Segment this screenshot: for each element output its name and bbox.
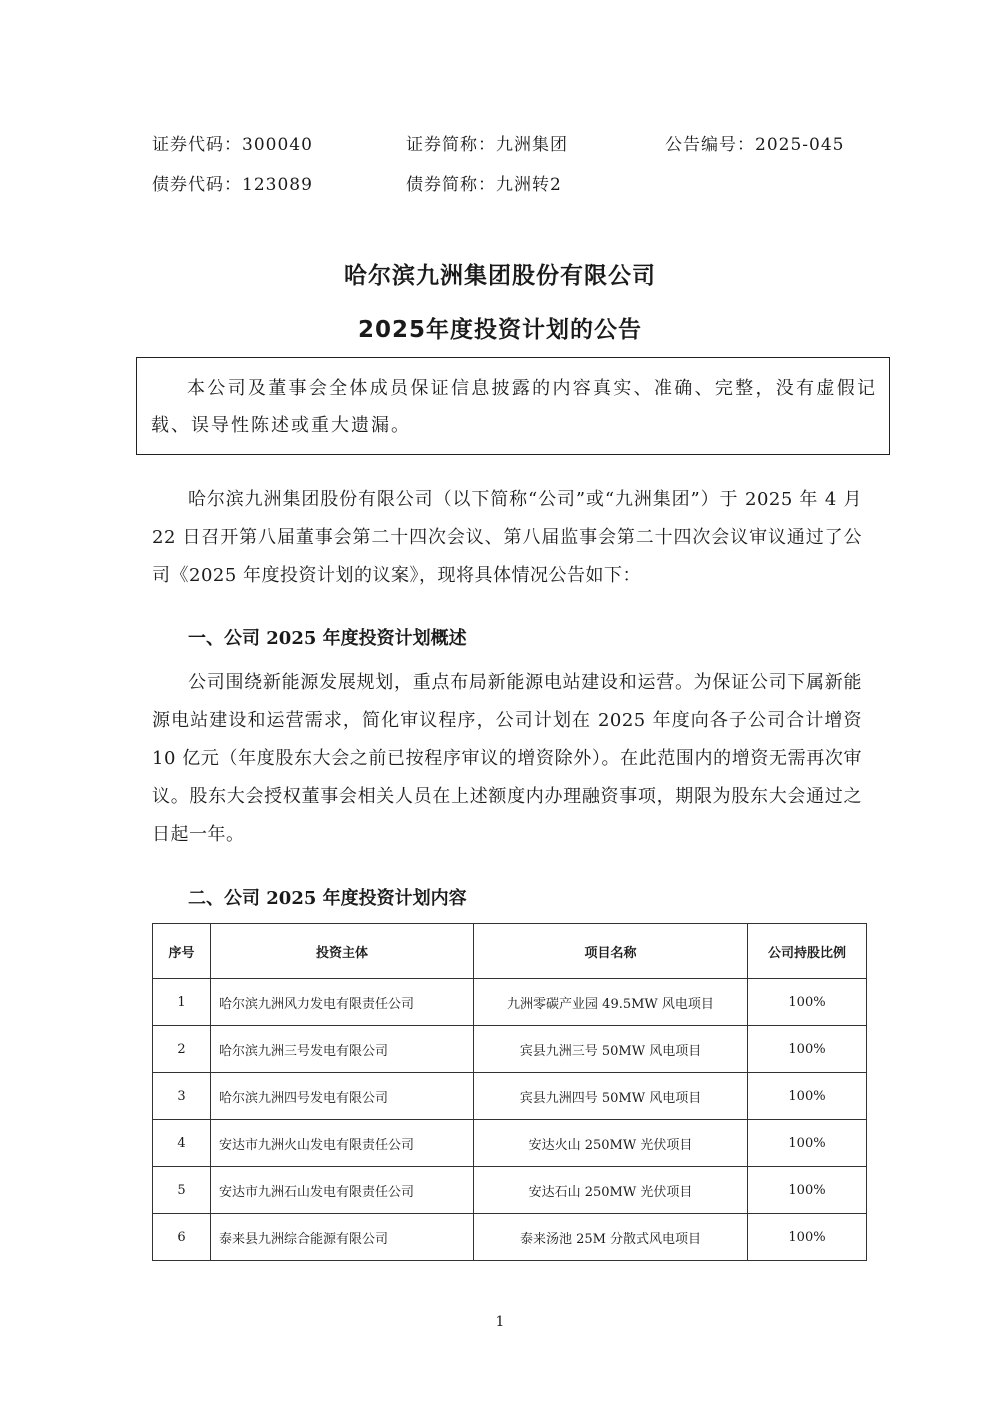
row-no: 2 [153, 1026, 211, 1073]
row-no: 3 [153, 1073, 211, 1120]
stock-code: 证券代码：300040 [152, 135, 313, 155]
row-no: 6 [153, 1214, 211, 1261]
header-row-1 [152, 130, 882, 158]
col-header-no: 序号 [153, 924, 211, 979]
section-2-heading: 二、公司 2025 年度投资计划内容 [188, 888, 467, 909]
row-project: 宾县九洲三号 50MW 风电项目 [474, 1026, 748, 1073]
stock-abbreviation: 证券简称：九洲集团 [406, 135, 568, 155]
row-no: 1 [153, 979, 211, 1026]
row-project: 宾县九洲四号 50MW 风电项目 [474, 1073, 748, 1120]
intro-paragraph: 哈尔滨九洲集团股份有限公司（以下简称“公司”或“九洲集团”）于 2025 年 4 月 22 日召开第八届董事会第二十四次会议、第八届监事会第二十四次会议审议通过了公司《2025 年度投资计划的议案》，现将具体情况公告如下： [152, 489, 862, 586]
table-row [153, 979, 867, 1026]
row-entity: 哈尔滨九洲风力发电有限责任公司 [211, 979, 474, 1026]
section-1-heading: 一、公司 2025 年度投资计划概述 [188, 628, 467, 649]
row-project: 九洲零碳产业园 49.5MW 风电项目 [474, 979, 748, 1026]
row-project: 安达石山 250MW 光伏项目 [474, 1167, 748, 1214]
table-row [153, 1120, 867, 1167]
row-entity: 安达市九洲火山发电有限责任公司 [211, 1120, 474, 1167]
table-row [153, 1026, 867, 1073]
row-share: 100% [748, 1026, 867, 1073]
title-announcement: 2025年度投资计划的公告 [357, 317, 642, 343]
row-share: 100% [748, 1120, 867, 1167]
row-no: 4 [153, 1120, 211, 1167]
col-header-entity: 投资主体 [211, 924, 474, 979]
title-company: 哈尔滨九洲集团股份有限公司 [344, 263, 656, 289]
disclaimer-text: 本公司及董事会全体成员保证信息披露的内容真实、准确、完整，没有虚假记载、误导性陈述或重大遗漏。 [151, 378, 877, 436]
row-entity: 哈尔滨九洲四号发电有限公司 [211, 1073, 474, 1120]
table-header-row [153, 924, 867, 979]
table-row [153, 1073, 867, 1120]
bond-abbreviation: 债券简称：九洲转2 [406, 175, 562, 195]
row-share: 100% [748, 1167, 867, 1214]
row-entity: 泰来县九洲综合能源有限公司 [211, 1214, 474, 1261]
header-row-2 [152, 170, 882, 198]
section-1-body: 公司围绕新能源发展规划，重点布局新能源电站建设和运营。为保证公司下属新能源电站建设和运营需求，简化审议程序，公司计划在 2025 年度向各子公司合计增资 10 亿元（年度股东大会之前已按程序审议的增资除外）。在此范围内的增资无需再次审议。股东大会授权董事会相关人员在上述额度内办理融资事项，期限为股东大会通过之日起一年。 [152, 672, 862, 845]
row-project: 泰来汤池 25M 分散式风电项目 [474, 1214, 748, 1261]
page-number: 1 [495, 1314, 505, 1330]
row-no: 5 [153, 1167, 211, 1214]
bond-code: 债券代码：123089 [152, 175, 313, 195]
investment-plan-table [152, 923, 867, 1261]
announcement-number: 公告编号：2025-045 [665, 135, 845, 155]
disclaimer-box [136, 357, 890, 455]
col-header-project: 项目名称 [474, 924, 748, 979]
row-share: 100% [748, 1214, 867, 1261]
col-header-share: 公司持股比例 [748, 924, 867, 979]
table-row [153, 1214, 867, 1261]
table-row [153, 1167, 867, 1214]
row-project: 安达火山 250MW 光伏项目 [474, 1120, 748, 1167]
row-entity: 哈尔滨九洲三号发电有限公司 [211, 1026, 474, 1073]
row-entity: 安达市九洲石山发电有限责任公司 [211, 1167, 474, 1214]
row-share: 100% [748, 1073, 867, 1120]
row-share: 100% [748, 979, 867, 1026]
